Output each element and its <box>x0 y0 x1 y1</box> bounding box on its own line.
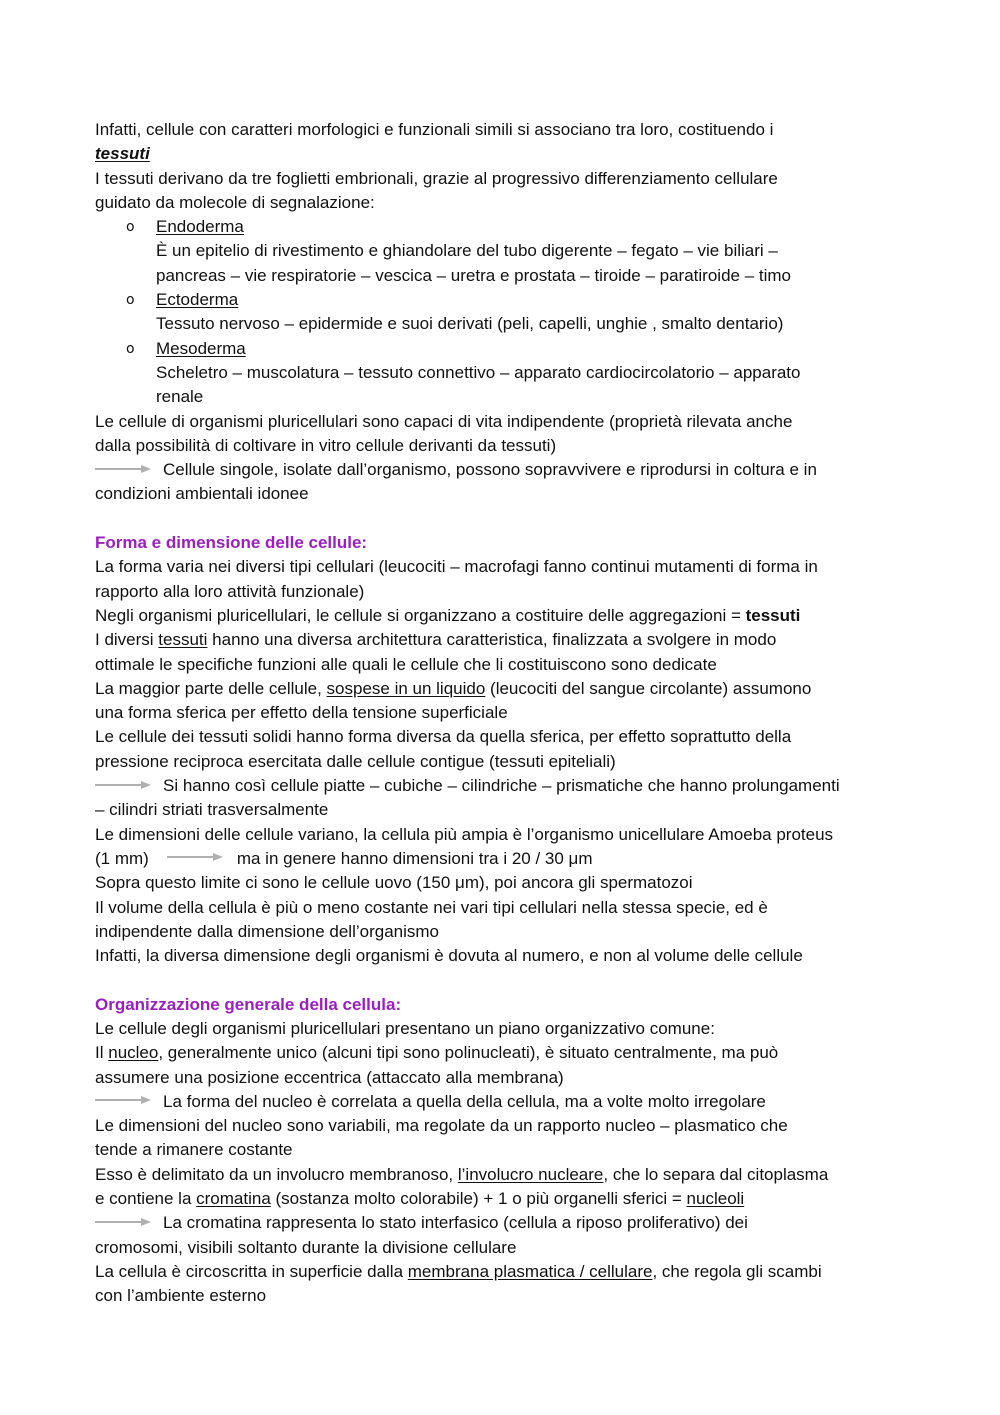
arrow-note <box>95 1211 910 1235</box>
text-line: rapporto alla loro attività funzionale) <box>95 581 365 601</box>
document-page <box>95 118 910 1309</box>
text-span: (1 mm) <box>95 848 149 868</box>
layer-desc: Scheletro – muscolatura – tessuto connettivo – apparato cardiocircolatorio – apparato <box>156 362 801 382</box>
text-line <box>95 1041 910 1065</box>
text-line <box>95 628 910 652</box>
independence-line-1: Le cellule di organismi pluricellulari sono capaci di vita indipendente (proprietà rilevata anche <box>95 411 793 431</box>
underlined-keyword: nucleoli <box>686 1189 745 1209</box>
text-line <box>95 847 910 871</box>
underlined-keyword: sospese in un liquido <box>326 678 486 698</box>
underlined-keyword: membrana plasmatica / cellulare <box>407 1261 653 1281</box>
list-item-mesoderma <box>95 337 910 361</box>
text-span: , che lo separa dal citoplasma <box>603 1164 829 1184</box>
layer-name: Mesoderma <box>156 338 246 358</box>
bullet-icon: o <box>126 292 135 309</box>
layer-name: Endoderma <box>156 217 244 237</box>
text-span: (sostanza molto colorabile) + 1 o più organelli sferici = <box>270 1189 687 1209</box>
layer-desc: È un epitelio di rivestimento e ghiandolare del tubo digerente – fegato – vie biliari – <box>156 241 778 261</box>
underlined-keyword: l’involucro nucleare <box>457 1164 604 1184</box>
text-span: , che regola gli scambi <box>652 1261 822 1281</box>
text-line: cromosomi, visibili soltanto durante la divisione cellulare <box>95 1237 517 1257</box>
arrow-right-icon <box>95 1095 151 1105</box>
layer-desc: renale <box>156 387 204 407</box>
arrow-note <box>95 774 910 798</box>
text-span: La maggior parte delle cellule, <box>95 678 327 698</box>
arrow-note-text: Cellule singole, isolate dall’organismo, possono sopravvivere e riprodursi in coltura e in <box>163 460 817 480</box>
text-line: con l’ambiente esterno <box>95 1286 267 1306</box>
text-line: Le dimensioni delle cellule variano, la cellula più ampia è l’organismo unicellulare Amoeba proteus <box>95 824 834 844</box>
text-span: La cellula è circoscritta in superficie dalla <box>95 1261 408 1281</box>
arrow-right-icon <box>95 464 151 474</box>
text-line <box>95 604 910 628</box>
bullet-icon: o <box>126 219 135 236</box>
spacer <box>95 507 910 531</box>
bullet-icon: o <box>126 340 135 357</box>
arrow-right-icon <box>95 1217 151 1227</box>
text-line: Le cellule dei tessuti solidi hanno forma diversa da quella sferica, per effetto soprattutto della <box>95 727 792 747</box>
text-line <box>95 677 910 701</box>
arrow-note <box>95 1090 910 1114</box>
text-line <box>95 1187 910 1211</box>
text-line: Sopra questo limite ci sono le cellule uovo (150 μm), poi ancora gli spermatozoi <box>95 873 693 893</box>
text-line: Il volume della cellula è più o meno costante nei vari tipi cellulari nella stessa specie, ed è <box>95 897 768 917</box>
intro-line-3: guidato da molecole di segnalazione: <box>95 192 375 212</box>
underlined-keyword: nucleo <box>108 1043 159 1063</box>
list-item-endoderma <box>95 215 910 239</box>
underlined-keyword: tessuti <box>158 630 208 650</box>
text-line: pressione reciproca esercitata dalle cellule contigue (tessuti epiteliali) <box>95 751 616 771</box>
text-span: (leucociti del sangue circolante) assumono <box>485 678 812 698</box>
arrow-note-text: La cromatina rappresenta lo stato interfasico (cellula a riposo proliferativo) dei <box>163 1213 748 1233</box>
text-span: hanno una diversa architettura caratteristica, finalizzata a svolgere in modo <box>207 630 777 650</box>
intro-keyword-line <box>95 142 910 166</box>
intro-line-2: I tessuti derivano da tre foglietti embrionali, grazie al progressivo differenziamento cellulare <box>95 168 778 188</box>
intro-line-1: Infatti, cellule con caratteri morfologici e funzionali simili si associano tra loro, costituendo i <box>95 120 774 139</box>
arrow-note <box>95 458 910 482</box>
text-line: Le cellule degli organismi pluricellulari presentano un piano organizzativo comune: <box>95 1018 715 1038</box>
text-line: Infatti, la diversa dimensione degli organismi è dovuta al numero, e non al volume delle cellule <box>95 946 803 966</box>
arrow-note-cont: condizioni ambientali idonee <box>95 484 309 504</box>
text-line: Le dimensioni del nucleo sono variabili, ma regolate da un rapporto nucleo – plasmatico che <box>95 1116 788 1136</box>
text-line <box>95 1163 910 1187</box>
list-item-ectoderma <box>95 288 910 312</box>
text-span: , generalmente unico (alcuni tipi sono polinucleati), è situato centralmente, ma può <box>158 1043 779 1063</box>
text-line: indipendente dalla dimensione dell’organismo <box>95 921 440 941</box>
text-span: e contiene la <box>95 1189 197 1209</box>
text-span: Negli organismi pluricellulari, le cellule si organizzano a costituire delle aggregazioni = <box>95 605 746 625</box>
text-line: una forma sferica per effetto della tensione superficiale <box>95 703 508 723</box>
arrow-note-text: La forma del nucleo è correlata a quella della cellula, ma a volte molto irregolare <box>163 1091 766 1111</box>
text-line: ottimale le specifiche funzioni alle quali le cellule che li costituiscono sono dedicate <box>95 654 717 674</box>
bold-keyword: tessuti <box>745 605 801 625</box>
text-line: tende a rimanere costante <box>95 1140 293 1160</box>
independence-line-2: dalla possibilità di coltivare in vitro cellule derivanti da tessuti) <box>95 435 557 455</box>
text-span: Il <box>95 1043 109 1063</box>
text-line: La forma varia nei diversi tipi cellulari (leucociti – macrofagi fanno continui mutamenti di forma in <box>95 557 818 577</box>
arrow-right-icon <box>95 780 151 790</box>
text-span: Esso è delimitato da un involucro membranoso, <box>95 1164 458 1184</box>
text-span: ma in genere hanno dimensioni tra i 20 / 30 μm <box>236 848 593 868</box>
layer-name: Ectoderma <box>156 290 239 310</box>
layer-desc: pancreas – vie respiratorie – vescica – uretra e prostata – tiroide – paratiroide – timo <box>156 265 791 285</box>
keyword-tessuti: tessuti <box>95 144 150 164</box>
arrow-note-text: Si hanno così cellule piatte – cubiche – cilindriche – prismatiche che hanno prolungamenti <box>163 776 840 796</box>
text-span: I diversi <box>95 630 159 650</box>
underlined-keyword: cromatina <box>196 1189 271 1209</box>
arrow-right-icon <box>167 852 223 862</box>
section-heading-forma: Forma e dimensione delle cellule: <box>95 533 368 553</box>
text-line <box>95 1260 910 1284</box>
section-heading-organizzazione: Organizzazione generale della cellula: <box>95 994 402 1014</box>
spacer <box>95 968 910 992</box>
text-line: assumere una posizione eccentrica (attaccato alla membrana) <box>95 1067 564 1087</box>
text-line: – cilindri striati trasversalmente <box>95 800 329 820</box>
layer-desc: Tessuto nervoso – epidermide e suoi derivati (peli, capelli, unghie , smalto dentario) <box>156 314 784 334</box>
